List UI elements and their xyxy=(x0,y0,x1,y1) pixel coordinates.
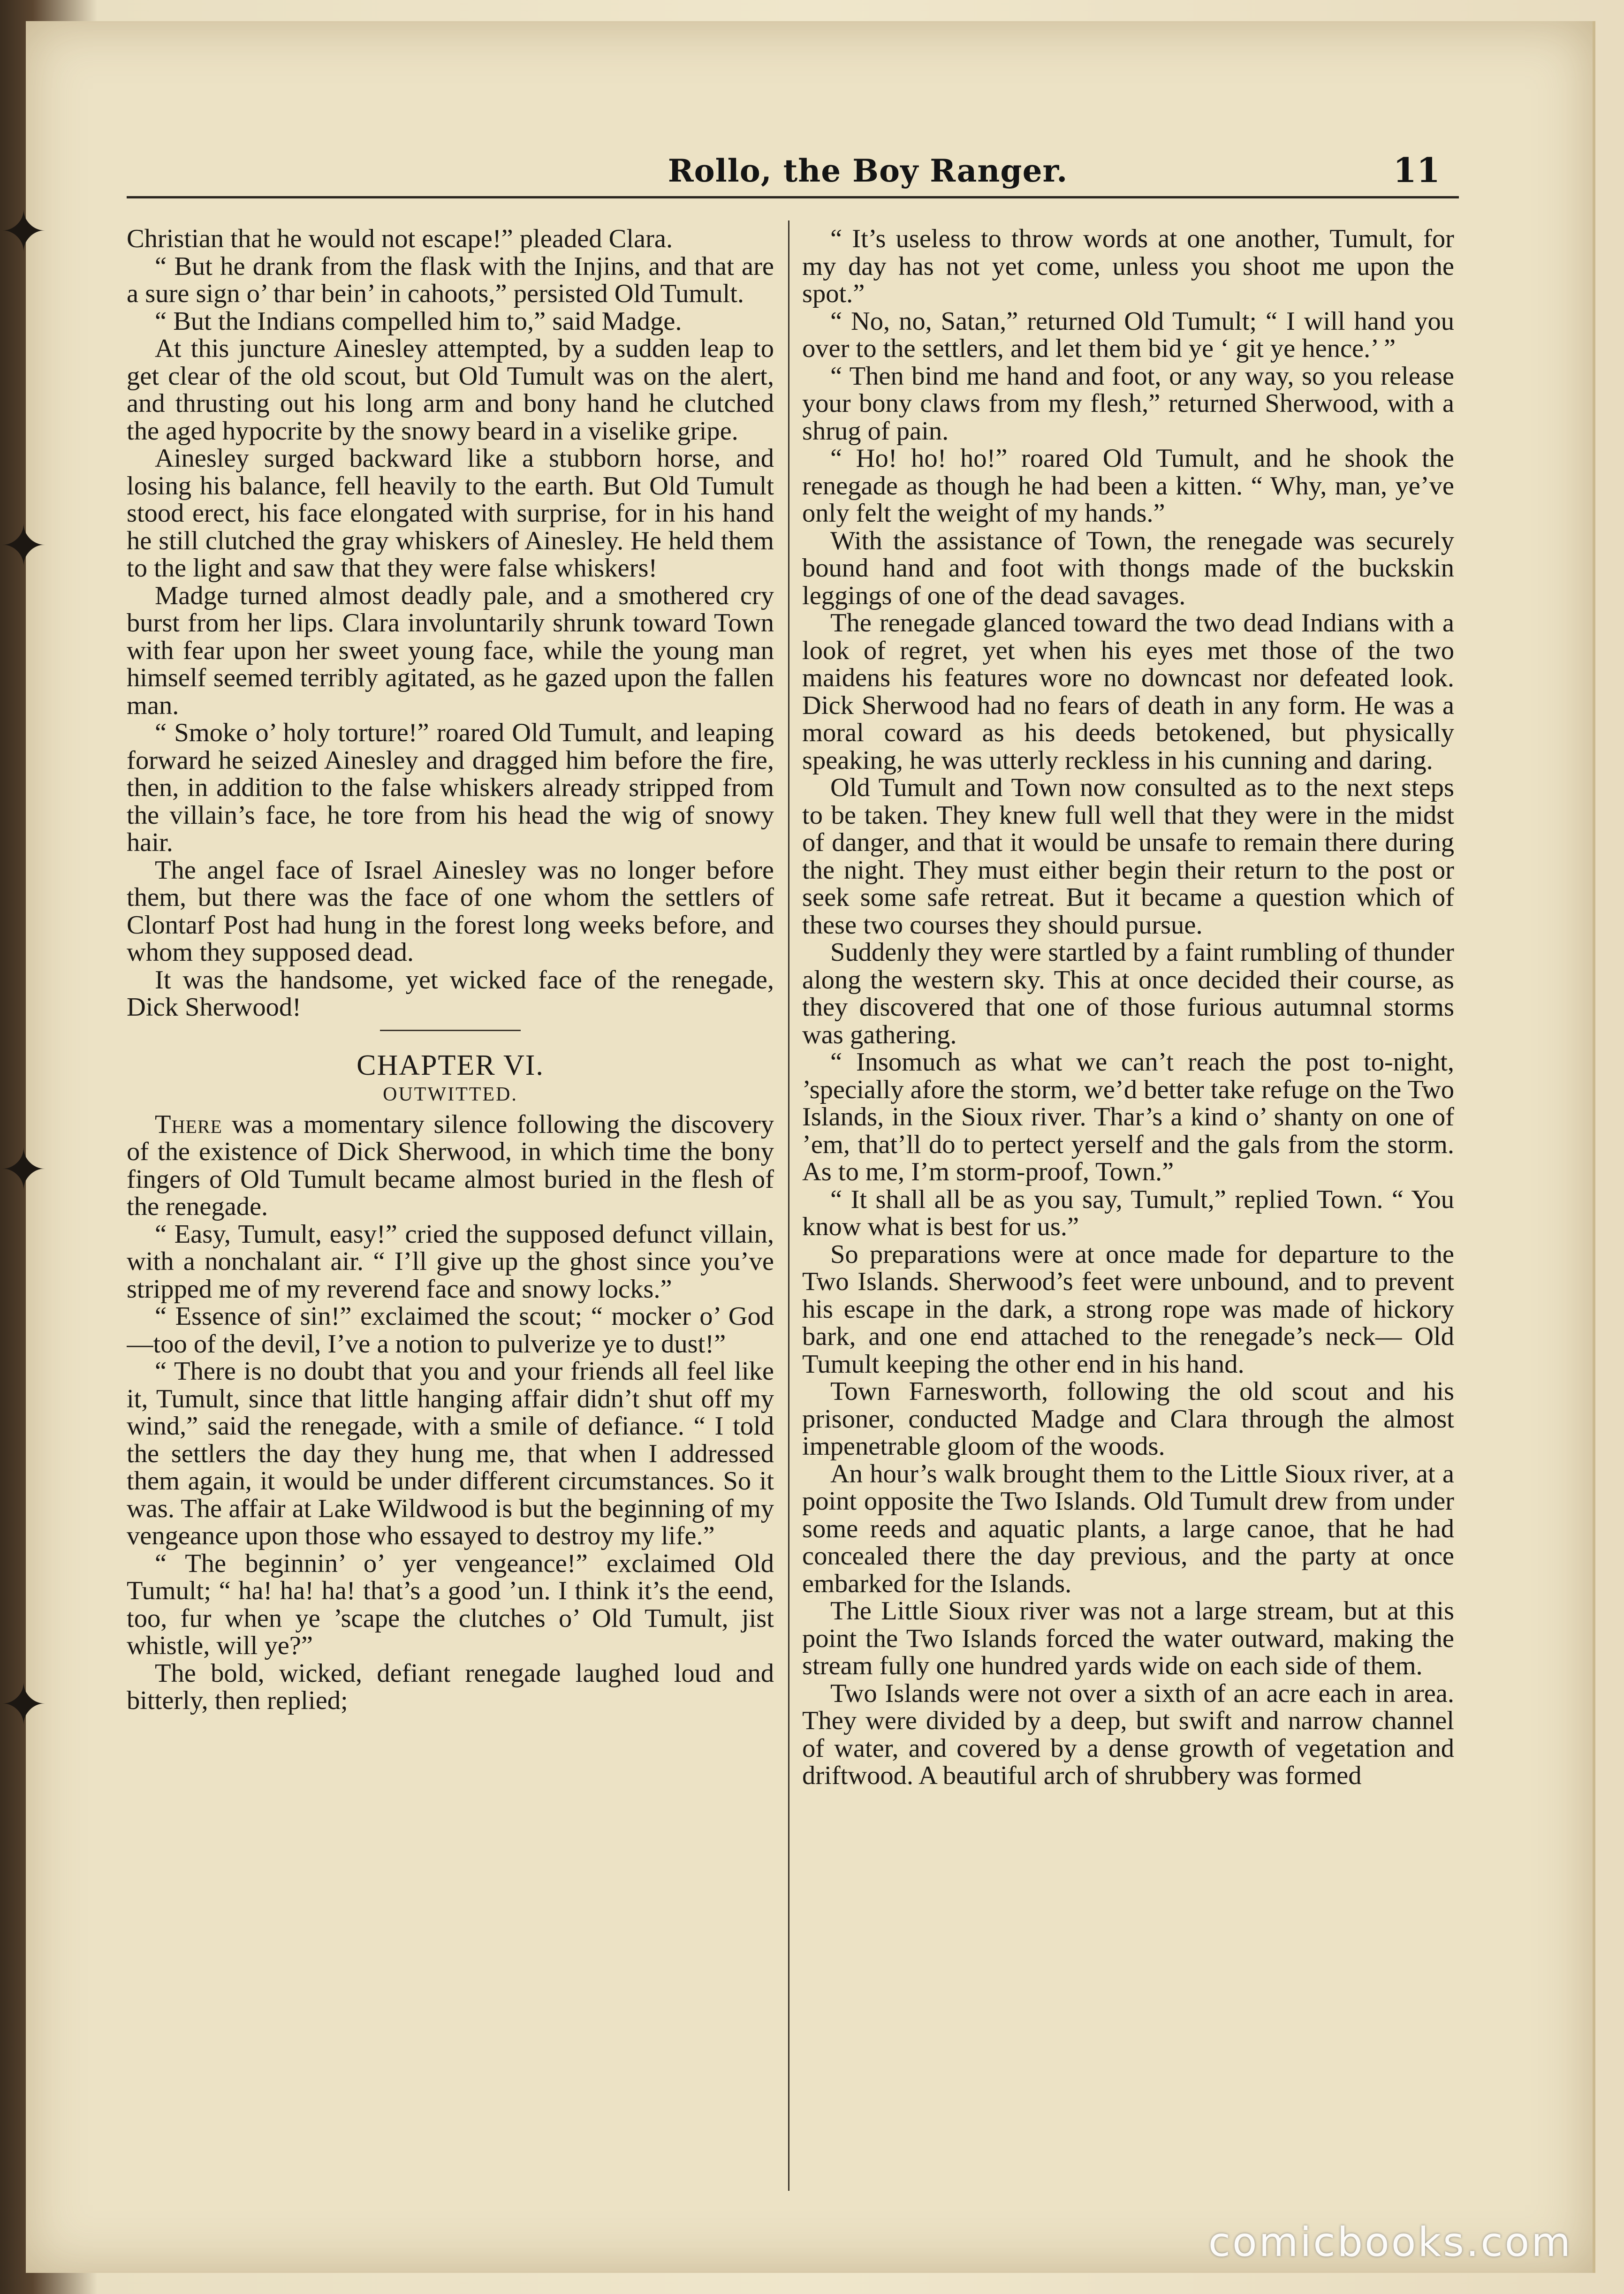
binding-hole-marker: ✦ xyxy=(0,514,47,579)
paragraph: The bold, wicked, defiant renegade laughed loud and bitterly, then replied; xyxy=(127,1658,774,1715)
column-divider xyxy=(788,220,789,2191)
header-rule xyxy=(127,196,1459,198)
paragraph: “ Essence of sin!” exclaimed the scout; “ mocker o’ God—too of the devil, I’ve a notion to pulverize ye to dust!” xyxy=(127,1302,774,1359)
paragraph: The angel face of Israel Ainesley was no longer before them, but there was the face of one whom the settlers of Clontarf Post had hung in the forest long weeks before, and whom they supposed dead. xyxy=(127,855,774,967)
paragraph: “ The beginnin’ o’ yer vengeance!” exclaimed Old Tumult; “ ha! ha! ha! that’s a good ’un. I think it’s the eend, too, fur when ye ’scape the clutches o’ Old Tumult, jist whistle, will ye?” xyxy=(127,1549,774,1660)
watermark: comicbooks.com xyxy=(1208,2219,1572,2266)
paragraph: An hour’s walk brought them to the Little Sioux river, at a point opposite the Two Islands. Old Tumult drew from under some reeds and aquatic plants, a large canoe, that he had concealed there the day previous, and the party at once embarked for the Islands. xyxy=(802,1459,1454,1598)
paragraph: “ But the Indians compelled him to,” said Madge. xyxy=(155,306,682,336)
paragraph: Town Farnesworth, following the old scout and his prisoner, conducted Madge and Clara through the almost impenetrable gloom of the woods. xyxy=(802,1377,1454,1461)
paragraph: “ Then bind me hand and foot, or any way, so you release your bony claws from my flesh,” returned Sherwood, with a shrug of pain. xyxy=(802,361,1454,446)
running-title: Rollo, the Boy Ranger. xyxy=(668,152,1068,189)
paragraph: “ It shall all be as you say, Tumult,” replied Town. “ You know what is best for us.” xyxy=(802,1185,1454,1241)
chapter-lead-word: There xyxy=(155,1109,222,1139)
paragraph: Christian that he would not escape!” pleaded Clara. xyxy=(127,225,673,253)
paragraph: Suddenly they were startled by a faint rumbling of thunder along the western sky. This at once decided their course, as they discovered that one of those furious autumnal storms was gathering. xyxy=(802,938,1454,1049)
paragraph: So preparations were at once made for departure to the Two Islands. Sherwood’s feet were unbound, and to prevent his escape in the dark, a strong rope was made of hickory bark, and one end attached to the renegade’s neck— Old Tumult keeping the other end in his hand. xyxy=(802,1239,1454,1379)
paragraph: The Little Sioux river was not a large stream, but at this point the Two Islands forced the water outward, making the stream fully one hundred yards wide on each side of them. xyxy=(802,1596,1454,1680)
paragraph: Madge turned almost deadly pale, and a smothered cry burst from her lips. Clara involuntarily shrunk toward Town with fear upon her sweet young face, while the young man himself seemed terribly agitated, as he gazed upon the fallen man. xyxy=(127,581,774,720)
paragraph: “ Smoke o’ holy torture!” roared Old Tumult, and leaping forward he seized Ainesley and dragged him before the fire, then, in addition to the false whiskers already stripped from the villain’s face, he tore from his head the wig of snowy hair. xyxy=(127,718,774,857)
page-number: 11 xyxy=(1393,150,1440,190)
paragraph: Old Tumult and Town now consulted as to the next steps to be taken. They knew full well that they were in the midst of danger, and that it would be unsafe to remain there during the night. They must either begin their return to the post or seek some safe retreat. But it became a question which of these two courses they should pursue. xyxy=(802,773,1454,940)
paragraph: Two Islands were not over a sixth of an acre each in area. They were divided by a deep, but swift and narrow channel of water, and covered by a dense growth of vegetation and driftwood. A beautiful arch of shrubbery was formed xyxy=(802,1679,1454,1790)
right-column xyxy=(802,225,1454,2186)
paragraph: “ It’s useless to throw words at one another, Tumult, for my day has not yet come, unless you shoot me upon the spot.” xyxy=(802,225,1454,308)
paragraph: “ There is no doubt that you and your friends all feel like it, Tumult, since that little hanging affair didn’t shut off my wind,” said the renegade, with a smile of defiance. “ I told the settlers the day they hung me, that when I addressed them again, it would be under different circumstances. So it was. The affair at Lake Wildwood is but the beginning of my vengeance upon those who essayed to destroy my life.” xyxy=(127,1357,774,1550)
paragraph: With the assistance of Town, the renegade was securely bound hand and foot with thongs made of the buckskin leggings of one of the dead savages. xyxy=(802,526,1454,610)
chapter-subtitle: OUTWITTED. xyxy=(383,1083,518,1105)
paragraph: “ No, no, Satan,” returned Old Tumult; “ I will hand you over to the settlers, and let them bid ye ‘ git ye hence.’ ” xyxy=(802,306,1454,363)
chapter-heading: CHAPTER VI. xyxy=(357,1049,544,1081)
binding-hole-marker: ✦ xyxy=(0,1138,47,1203)
binding-hole-marker: ✦ xyxy=(0,199,47,265)
paragraph: It was the handsome, yet wicked face of the renegade, Dick Sherwood! xyxy=(127,965,774,1022)
paragraph: “ Insomuch as what we can’t reach the post to-night, ’specially afore the storm, we’d better take refuge on the Two Islands, in the Sioux river. Thar’s a kind o’ shanty on one of ’em, that’ll do to pertect yerself and the gals from the storm. As to me, I’m storm-proof, Town.” xyxy=(802,1048,1454,1186)
chapter-first-paragraph-text: was a momentary silence following the discovery of the existence of Dick Sherwood, in which time the bony fingers of Old Tumult became almost buried in the flesh of the renegade. xyxy=(127,1109,774,1221)
chapter-first-paragraph xyxy=(127,1111,774,1221)
paragraph: At this juncture Ainesley attempted, by a sudden leap to get clear of the old scout, but Old Tumult was on the alert, and thrusting out his long arm and bony hand he clutched the aged hypocrite by the snowy beard in a viselike gripe. xyxy=(127,334,774,446)
paragraph: The renegade glanced toward the two dead Indians with a look of regret, yet when his eyes met those of the two maidens his features wore no downcast nor defeated look. Dick Sherwood had no fears of death in any form. He was a moral coward as his deeds betokened, but physically speaking, he was utterly reckless in his cunning and daring. xyxy=(802,608,1454,775)
paragraph: “ Easy, Tumult, easy!” cried the supposed defunct villain, with a nonchalant air. “ I’ll give up the ghost since you’ve stripped me of my reverend face and snowy locks.” xyxy=(127,1219,774,1304)
binding-hole-marker: ✦ xyxy=(0,1672,47,1738)
paragraph: Ainesley surged backward like a stubborn horse, and losing his balance, fell heavily to the earth. But Old Tumult stood erect, his face elongated with surprise, for in his hand he still clutched the gray whiskers of Ainesley. He held them to the light and saw that they were false whiskers! xyxy=(127,444,774,583)
paragraph: “ But he drank from the flask with the Injins, and that are a sure sign o’ thar bein’ in cahoots,” persisted Old Tumult. xyxy=(127,251,774,308)
paragraph: “ Ho! ho! ho!” roared Old Tumult, and he shook the renegade as though he had been a kitten. “ Why, man, ye’ve only felt the weight of my hands.” xyxy=(802,444,1454,528)
page-header xyxy=(127,131,1459,197)
section-rule xyxy=(380,1030,521,1031)
left-column xyxy=(127,225,774,2186)
